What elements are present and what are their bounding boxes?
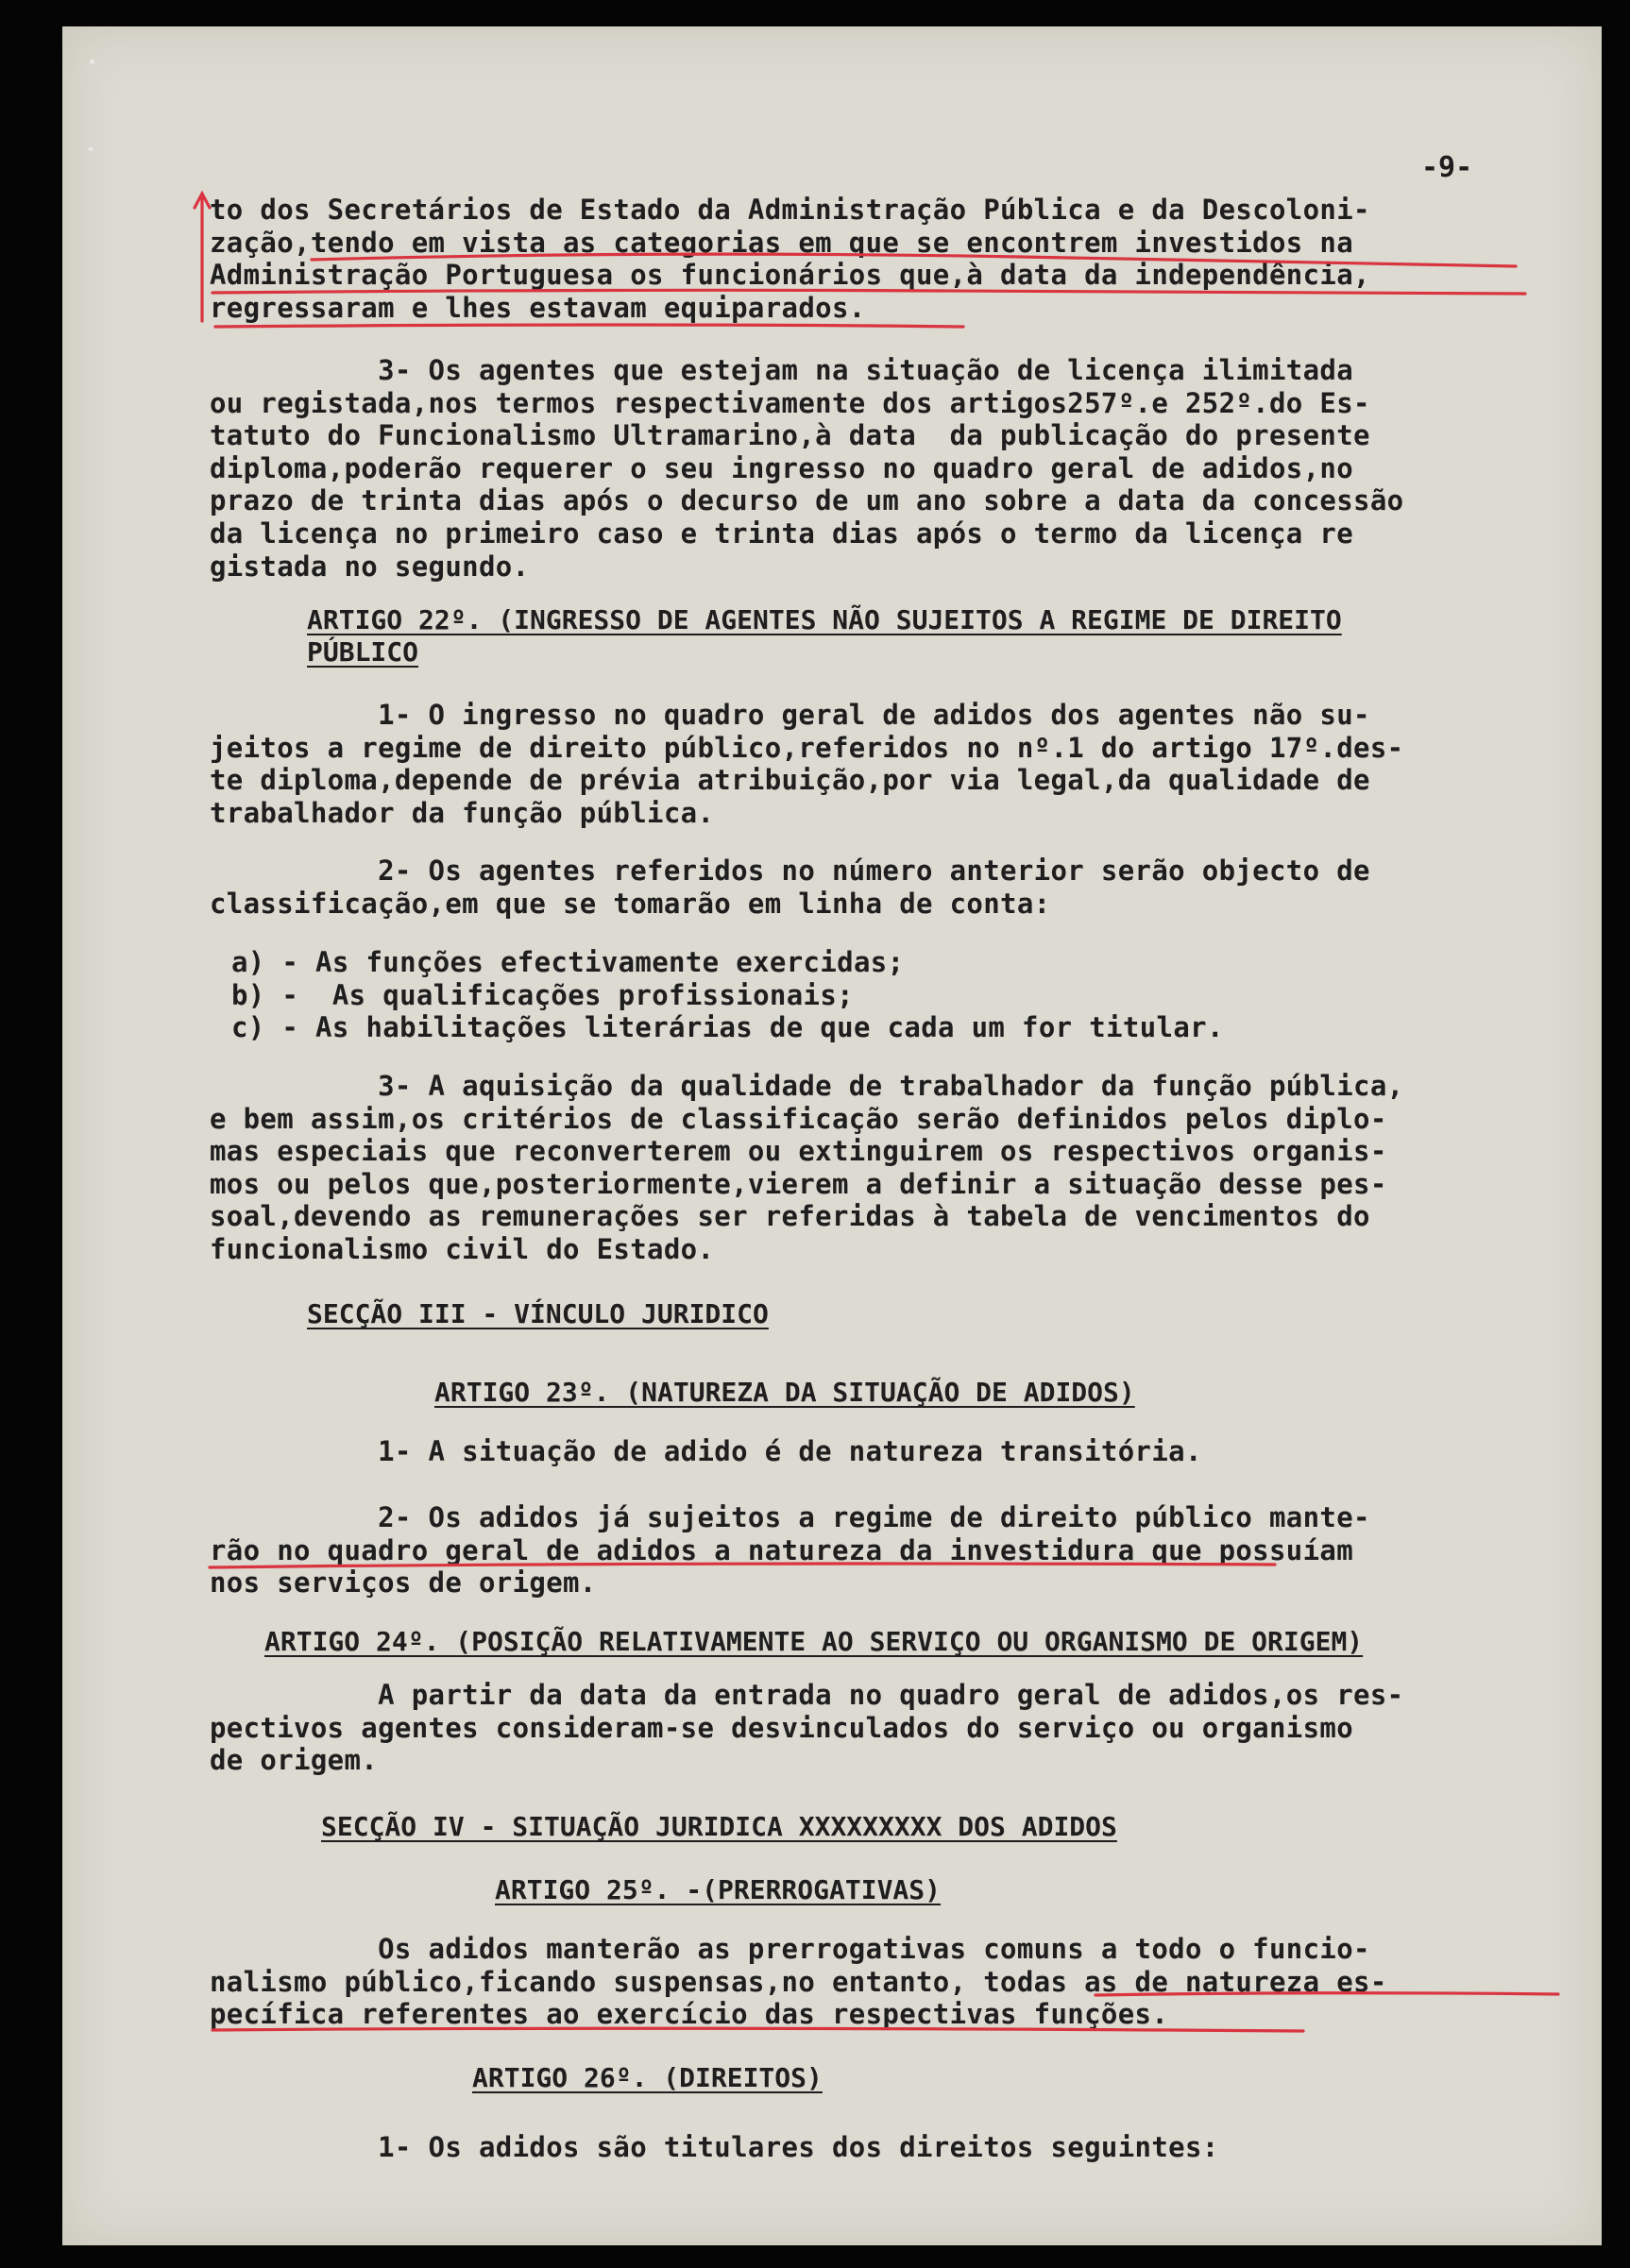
paragraph-art22-3: 3- A aquisição da qualidade de trabalhador da função pública, e bem assim,os critérios de classificação serão definidos pelos diplo- mas especiais que reconverterem ou extinguirem os respectivos organis- mos ou pelos que,posteriormente,vierem a definir a situação desse pes- soal,devendo as remunerações ser referidas à tabela de vencimentos do funcionalismo civil do Estado. [210, 1070, 1404, 1265]
scan-speck [90, 59, 94, 64]
heading-seccao-3: SECÇÃO III - VÍNCULO JURIDICO [307, 1298, 769, 1329]
heading-seccao-4: SECÇÃO IV - SITUAÇÃO JURIDICA XXXXXXXXX DOS ADIDOS [321, 1811, 1117, 1842]
paragraph-item-3: 3- Os agentes que estejam na situação de licença ilimitada ou registada,nos termos respectivamente dos artigos257º.e 252º.do Es- tatuto do Funcionalismo Ultramarino,à data da publicação do presente diploma,poderão requerer o seu ingresso no quadro geral de adidos,no prazo de trinta dias após o decurso de um ano sobre a data da concessão da licença no primeiro caso e trinta dias após o termo da licença re gistada no segundo. [210, 354, 1404, 583]
heading-artigo-22: ARTIGO 22º. (INGRESSO DE AGENTES NÃO SUJEITOS A REGIME DE DIREITO [307, 604, 1342, 635]
heading-artigo-22-cont: PÚBLICO [307, 636, 419, 668]
heading-artigo-26: ARTIGO 26º. (DIREITOS) [472, 2062, 823, 2093]
paragraph-art23-2: 2- Os adidos já sujeitos a regime de direito público mante- rão no quadro geral de adidos a natureza da investidura que possuíam nos serviços de origem. [210, 1501, 1370, 1599]
paragraph-art25: Os adidos manterão as prerrogativas comuns a todo o funcio- nalismo público,ficando suspensas,no entanto, todas as de natureza es- pecífica referentes ao exercício das respectivas funções. [210, 1933, 1387, 2031]
paragraph-art22-2: 2- Os agentes referidos no número anterior serão objecto de classificação,em que se tomarão em linha de conta: [210, 855, 1370, 920]
paragraph-art24: A partir da data da entrada no quadro geral de adidos,os res- pectivos agentes consideram-se desvinculados do serviço ou organismo de origem. [210, 1679, 1404, 1777]
scan-speck [88, 147, 93, 151]
heading-artigo-25: ARTIGO 25º. -(PRERROGATIVAS) [495, 1874, 942, 1905]
paragraph-intro: to dos Secretários de Estado da Administração Pública e da Descoloni- zação,tendo em vista as categorias em que se encontrem investidos na Administração Portuguesa os funcionários que,à data da independência, regressaram e lhes estavam equiparados. [210, 194, 1370, 324]
paragraph-art23-1: 1- A situação de adido é de natureza transitória. [210, 1435, 1202, 1467]
page-number: -9- [1421, 151, 1473, 184]
heading-artigo-24: ARTIGO 24º. (POSIÇÃO RELATIVAMENTE AO SERVIÇO OU ORGANISMO DE ORIGEM) [264, 1626, 1364, 1657]
list-art22: a) - As funções efectivamente exercidas; b) - As qualificações profissionais; c) - As habilitações literárias de que cada um for titular. [231, 946, 1224, 1044]
paragraph-art26-1: 1- Os adidos são titulares dos direitos seguintes: [210, 2131, 1219, 2163]
paragraph-art22-1: 1- O ingresso no quadro geral de adidos dos agentes não su- jeitos a regime de direito público,referidos no nº.1 do artigo 17º.des- te diploma,depende de prévia atribuição,por via legal,da qualidade de trabalhador da função pública. [210, 699, 1404, 829]
heading-artigo-23: ARTIGO 23º. (NATUREZA DA SITUAÇÃO DE ADIDOS) [434, 1377, 1135, 1408]
